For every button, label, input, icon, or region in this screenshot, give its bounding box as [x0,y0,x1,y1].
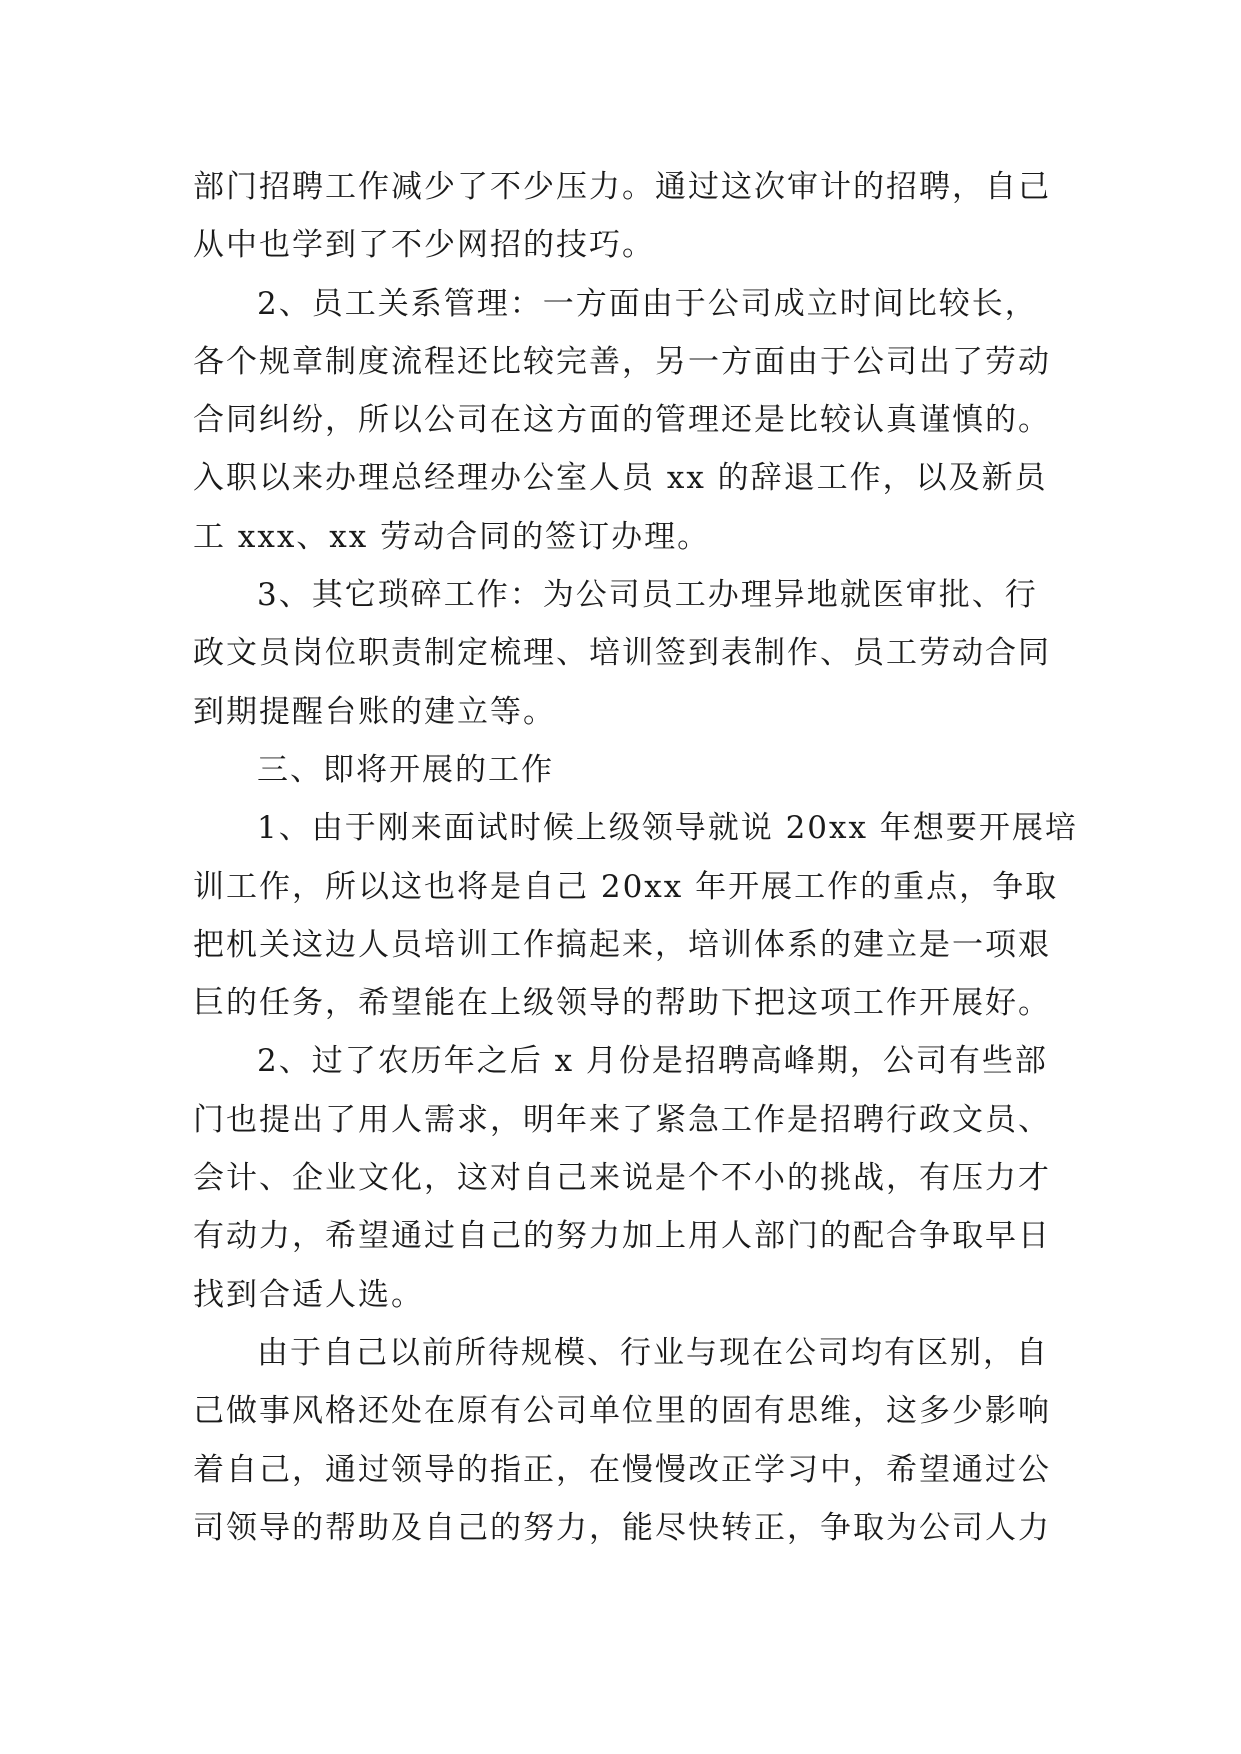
text-line: 会计、企业文化，这对自己来说是个不小的挑战，有压力才 [193,1160,1051,1197]
text-line: 巨的任务，希望能在上级领导的帮助下把这项工作开展好。 [193,985,1051,1022]
text-line: 部门招聘工作减少了不少压力。通过这次审计的招聘，自己 [193,169,1051,205]
text-line: 门也提出了用人需求，明年来了紧急工作是招聘行政文员、 [193,1101,1051,1138]
text-line: 2、过了农历年之后 x 月份是招聘高峰期，公司有些部 [257,1043,1048,1080]
text-line: 找到合适人选。 [193,1276,424,1313]
text-line: 着自己，通过领导的指正，在慢慢改正学习中，希望通过公 [193,1451,1051,1488]
text-line: 把机关这边人员培训工作搞起来，培训体系的建立是一项艰 [193,926,1051,963]
text-line: 政文员岗位职责制定梳理、培训签到表制作、员工劳动合同 [193,635,1051,672]
text-line: 训工作，所以这也将是自己 20xx 年开展工作的重点，争取 [193,868,1059,905]
text-line: 各个规章制度流程还比较完善，另一方面由于公司出了劳动 [193,343,1051,380]
text-line: 1、由于刚来面试时候上级领导就说 20xx 年想要开展培 [257,810,1078,847]
document-body [193,158,1078,1557]
text-line: 到期提醒台账的建立等。 [193,693,556,730]
text-line: 入职以来办理总经理办公室人员 xx 的辞退工作，以及新员 [193,460,1048,497]
text-line: 合同纠纷，所以公司在这方面的管理还是比较认真谨慎的。 [193,402,1051,439]
text-line: 由于自己以前所待规模、行业与现在公司均有区别，自 [257,1334,1049,1371]
text-line: 工 xxx、xx 劳动合同的签订办理。 [193,518,711,555]
text-line: 司领导的帮助及自己的努力，能尽快转正，争取为公司人力 [193,1509,1051,1546]
text-line: 己做事风格还处在原有公司单位里的固有思维，这多少影响 [193,1393,1051,1430]
section-heading: 三、即将开展的工作 [257,751,554,788]
text-line: 2、员工关系管理：一方面由于公司成立时间比较长， [257,285,1038,322]
text-line: 从中也学到了不少网招的技巧。 [193,227,655,264]
text-line: 有动力，希望通过自己的努力加上用人部门的配合争取早日 [193,1218,1051,1255]
text-line: 3、其它琐碎工作：为公司员工办理异地就医审批、行 [257,577,1038,614]
